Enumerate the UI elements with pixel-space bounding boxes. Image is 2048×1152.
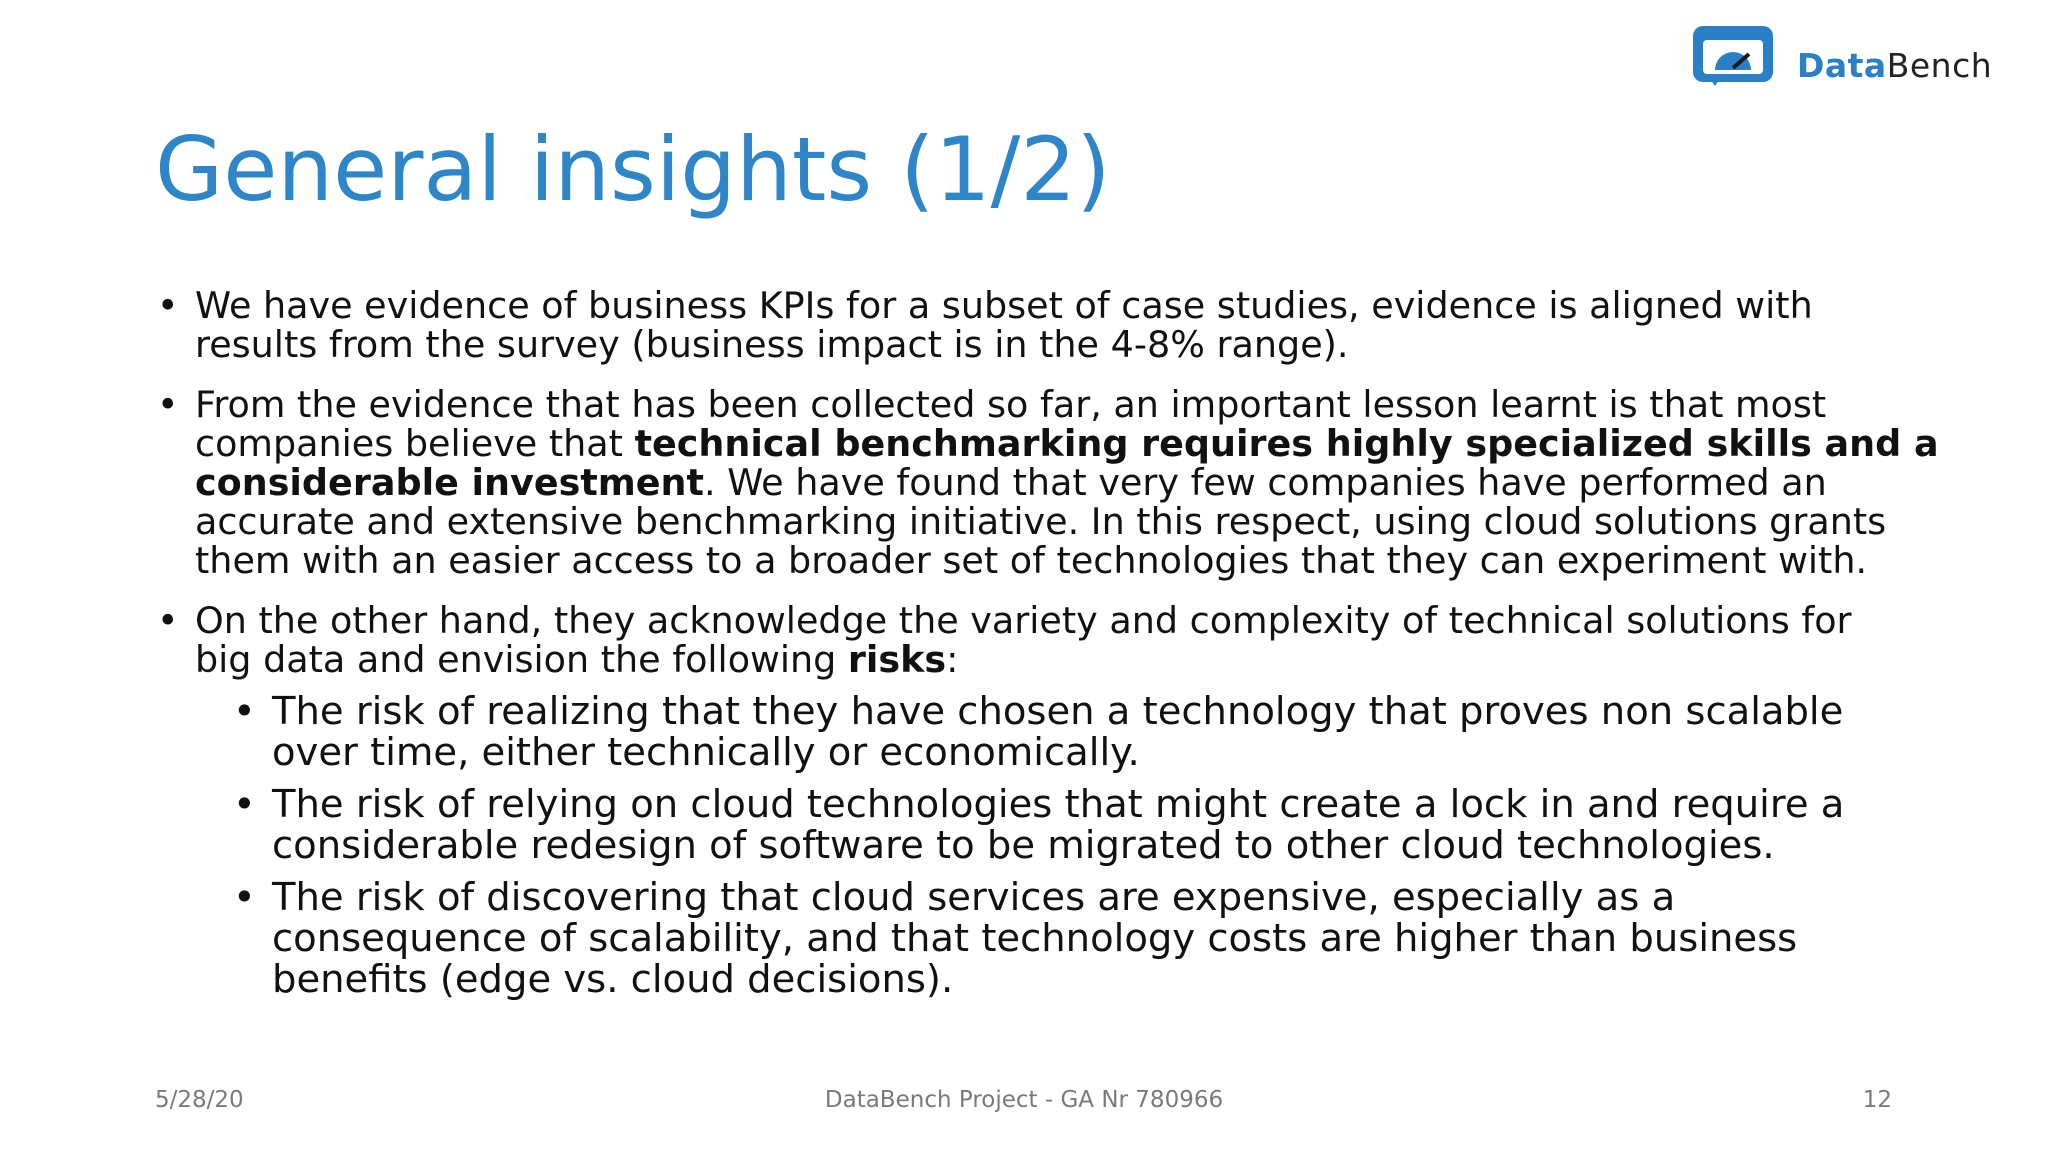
databench-logo — [1693, 26, 2017, 90]
bullet-line: From the evidence that has been collected so far, an important lesson learnt is that most — [195, 383, 1827, 426]
databench-wordmark — [1797, 46, 1992, 86]
risk-sub-list — [195, 691, 1895, 1000]
text-run: companies believe that — [195, 422, 635, 465]
bullet-item-risks — [155, 601, 1895, 1000]
sub-bullet-line: The risk of relying on cloud technologies that might create a lock in and require a — [272, 782, 1845, 827]
sub-bullet-dot: • — [233, 689, 256, 734]
sub-bullet-line: considerable redesign of software to be migrated to other cloud technologies. — [272, 823, 1775, 868]
sub-bullet-line: consequence of scalability, and that technology costs are higher than business — [272, 916, 1798, 961]
sub-bullet-line: The risk of realizing that they have chosen a technology that proves non scalable — [272, 689, 1844, 734]
bullet-item-lesson — [155, 383, 1939, 582]
text-run: big data and envision the following — [195, 638, 848, 681]
bullet-line: On the other hand, they acknowledge the variety and complexity of technical solutions for — [195, 599, 1852, 642]
bullet-line — [195, 422, 1939, 465]
bullet-item-kpis — [155, 286, 1895, 364]
bullet-line: accurate and extensive benchmarking initiative. In this respect, using cloud solutions grants — [195, 500, 1887, 543]
bullet-line — [195, 463, 1895, 502]
sub-bullet-costs — [155, 877, 1895, 1000]
sub-bullet-line: benefits (edge vs. cloud decisions). — [272, 957, 954, 1002]
bullet-dot: • — [157, 284, 179, 327]
sub-bullet-line: over time, either technically or economically. — [272, 730, 1140, 775]
sub-bullet-dot: • — [233, 782, 256, 827]
bullet-line — [195, 640, 1895, 679]
sub-bullet-scalability — [155, 691, 1895, 773]
footer-date: 5/28/20 — [155, 1087, 244, 1113]
bullet-dot: • — [157, 599, 179, 642]
bullet-line: results from the survey (business impact is in the 4-8% range). — [195, 323, 1349, 366]
bold-text-run: technical benchmarking requires highly specialized skills and a — [634, 422, 1939, 465]
bold-text-run: considerable investment — [195, 461, 704, 504]
slide-title: General insights (1/2) — [155, 118, 1111, 221]
bullet-line: We have evidence of business KPIs for a subset of case studies, evidence is aligned with — [195, 284, 1813, 327]
bullet-line: them with an easier access to a broader set of technologies that they can experiment with. — [195, 539, 1868, 582]
sub-bullet-dot: • — [233, 875, 256, 920]
bullet-dot: • — [157, 383, 179, 426]
text-run: : — [946, 638, 959, 681]
footer-project: DataBench Project - GA Nr 780966 — [824, 1087, 1224, 1113]
logo-word-data: Data — [1797, 46, 1887, 85]
bullet-list — [155, 284, 1939, 1021]
text-run: . We have found that very few companies have performed an — [704, 461, 1827, 504]
page-number: 12 — [1862, 1087, 1892, 1113]
logo-word-bench: Bench — [1886, 46, 1993, 85]
sub-bullet-line: The risk of discovering that cloud services are expensive, especially as a — [272, 875, 1676, 920]
bold-text-run: risks — [847, 638, 947, 681]
sub-bullet-lock-in — [155, 784, 1895, 866]
